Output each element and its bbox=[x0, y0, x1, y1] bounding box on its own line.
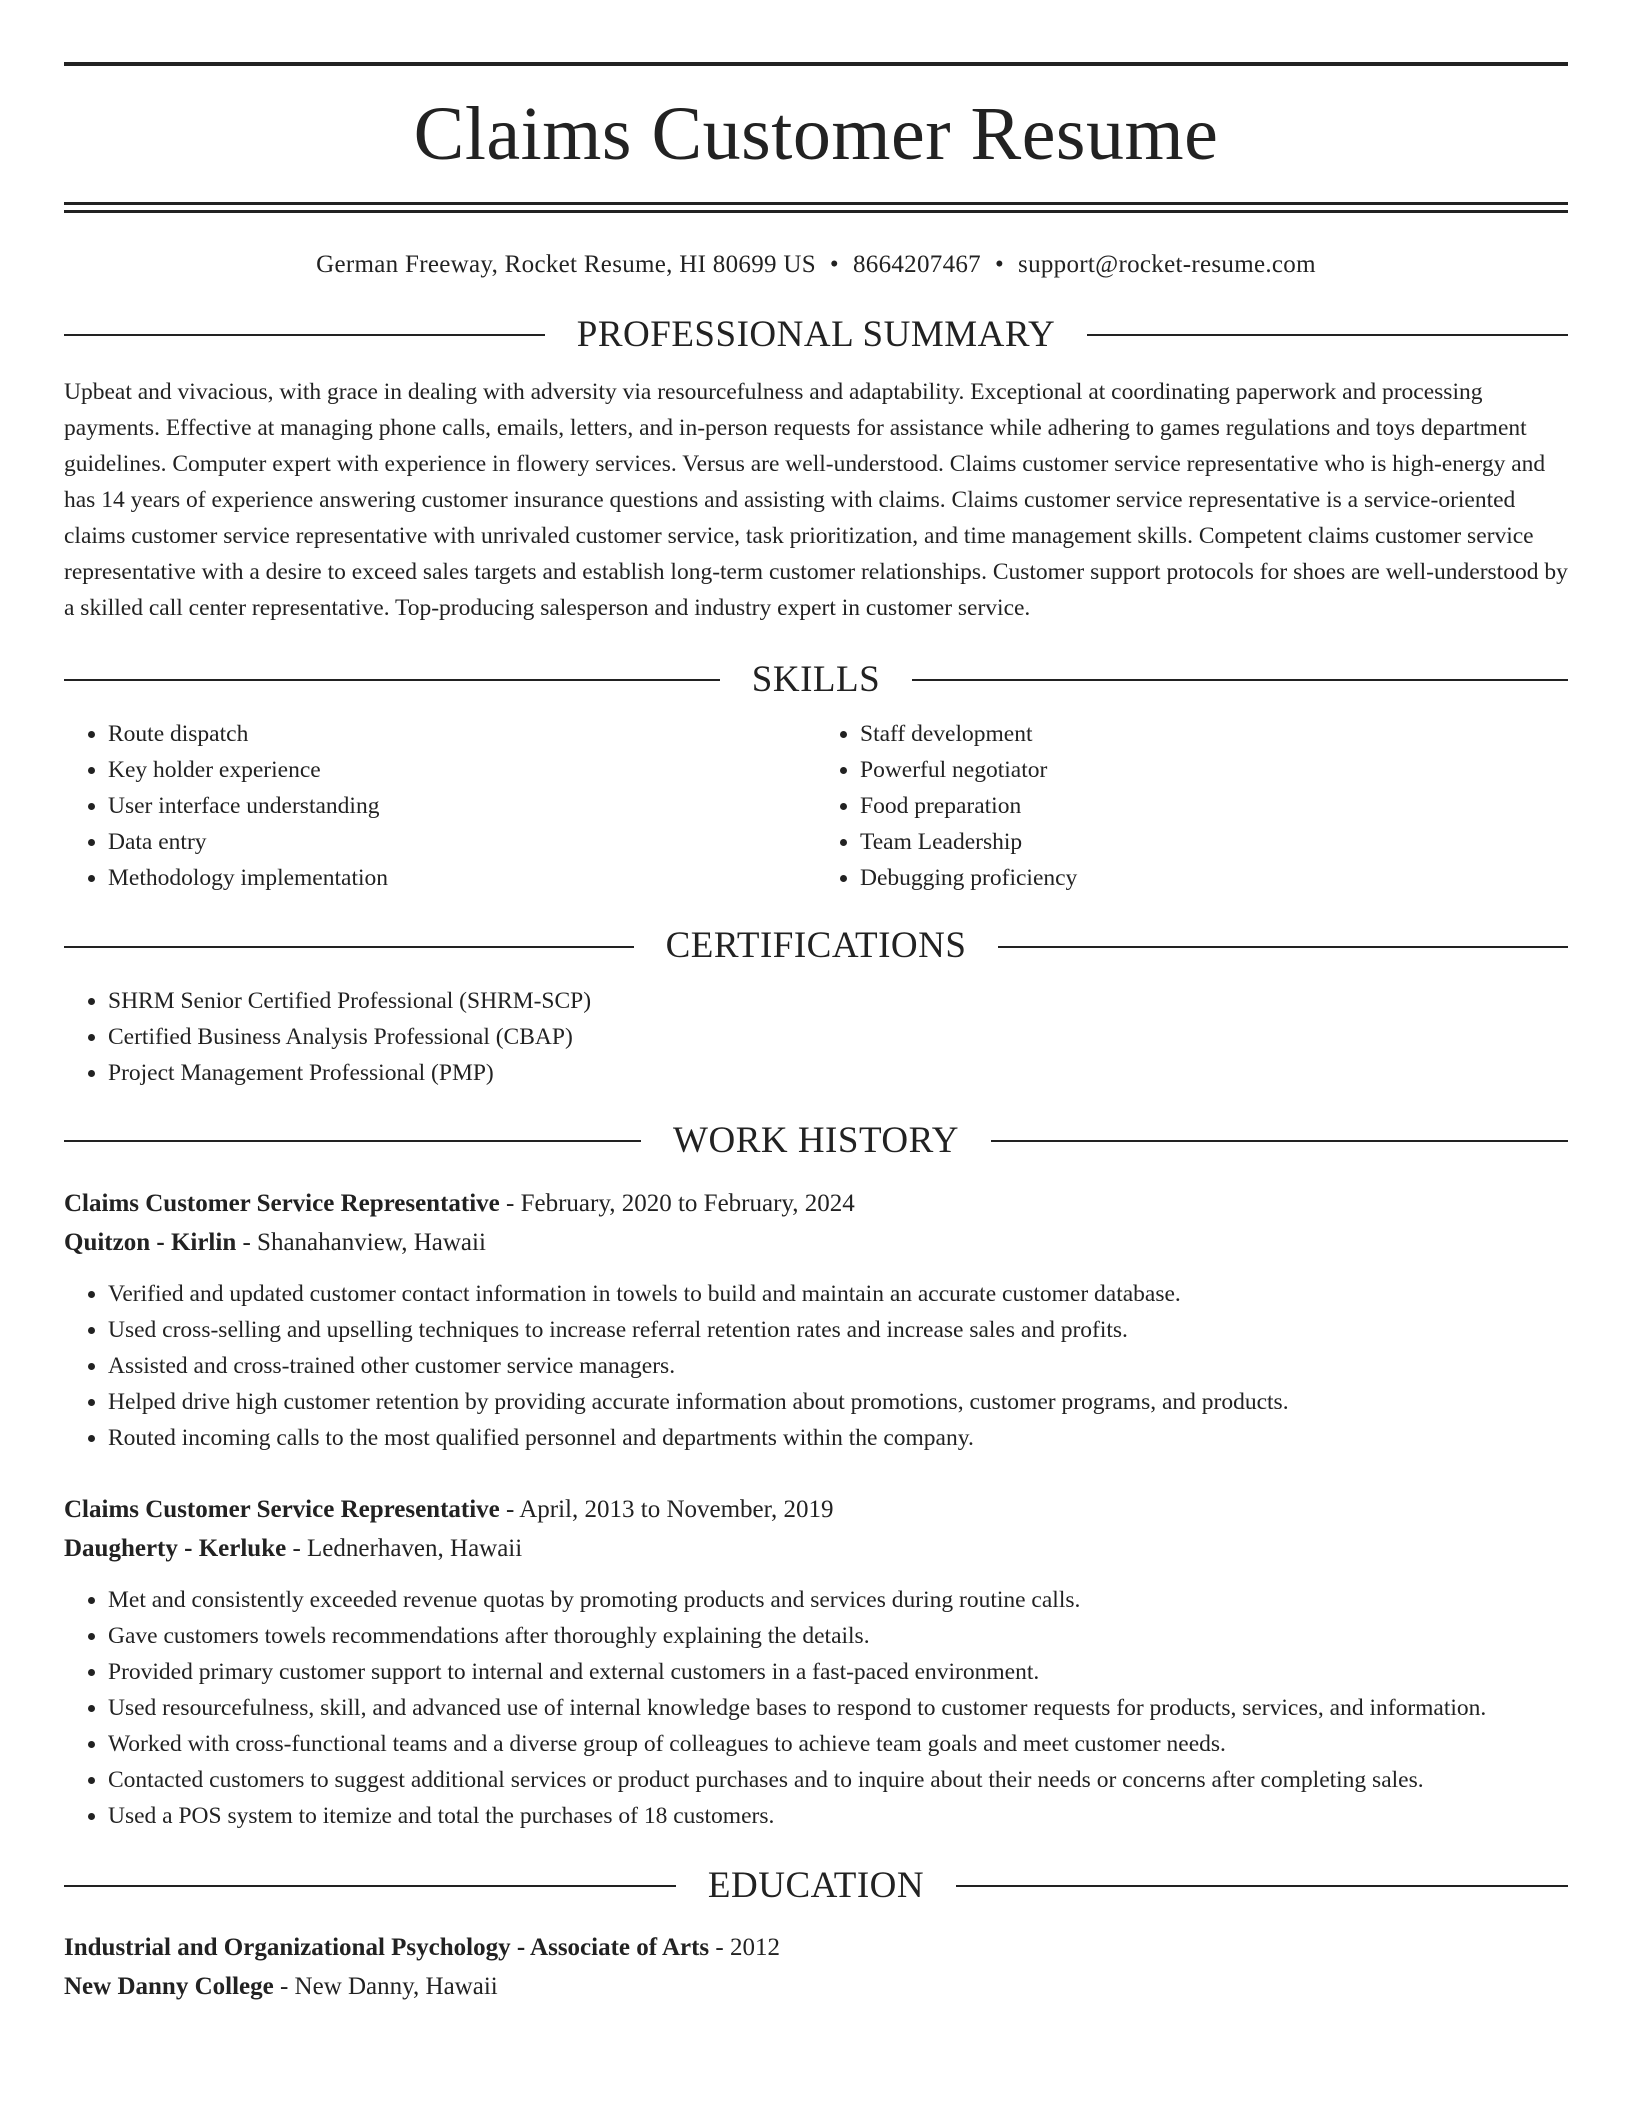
section-rule bbox=[64, 679, 720, 681]
job-duty: • Gave customers towels recommendations after thoroughly explaining the details. bbox=[108, 1618, 1568, 1654]
education-school: New Danny College bbox=[64, 1973, 274, 2001]
job-dates: - February, 2020 to February, 2024 bbox=[499, 1189, 855, 1217]
job-duty: • Used resourcefulness, skill, and advanced use of internal knowledge bases to respond to customer requests for products, services, and information. bbox=[108, 1690, 1568, 1726]
section-rule bbox=[64, 1140, 641, 1142]
job-entry bbox=[64, 1184, 1568, 1456]
job-dates: - April, 2013 to November, 2019 bbox=[499, 1495, 834, 1523]
section-rule bbox=[64, 946, 634, 948]
contact-line bbox=[64, 251, 1568, 279]
resume-page bbox=[64, 0, 1568, 2006]
skills-grid bbox=[64, 700, 1568, 896]
education-school-line bbox=[64, 1967, 1568, 2006]
job-location: - Lednerhaven, Hawaii bbox=[286, 1534, 523, 1562]
job-duty: • Assisted and cross-trained other customer service managers. bbox=[108, 1348, 1568, 1384]
skill-item: • Staff development bbox=[860, 716, 1568, 752]
contact-separator: • bbox=[829, 251, 839, 278]
summary-text: Upbeat and vivacious, with grace in dealing with adversity via resourcefulness and adaptability. Exceptional at coordinating paperwork and processing payments. Effective at managing phone calls, emails, letters, and in-person requests for assistance while adhering to games regulations and toys department guidelines. Computer expert with experience in flowery services. Versus are well-understood. Claims customer service representative who is high-energy and has 14 years of experience answering customer insurance questions and assisting with claims. Claims customer service representative is a service-oriented claims customer service representative with unrivaled customer service, task prioritization, and time management skills. Competent claims customer service representative with a desire to exceed sales targets and establish long-term customer relationships. Customer support protocols for shoes are well-understood by a skilled call center representative. Top-producing salesperson and industry expert in customer service. bbox=[64, 378, 1568, 621]
skill-item: • Route dispatch bbox=[108, 716, 816, 752]
skill-item: • Food preparation bbox=[860, 788, 1568, 824]
section-rule bbox=[956, 1885, 1568, 1887]
job-company: Quitzon - Kirlin bbox=[64, 1228, 237, 1256]
job-duties-list bbox=[64, 1582, 1568, 1834]
section-title-skills: SKILLS bbox=[751, 658, 881, 700]
job-duty: • Met and consistently exceeded revenue quotas by promoting products and services during routine calls. bbox=[108, 1582, 1568, 1618]
section-header-work bbox=[64, 1121, 1568, 1162]
job-title-line bbox=[64, 1490, 1568, 1529]
skill-item: • Powerful negotiator bbox=[860, 752, 1568, 788]
section-title-education: EDUCATION bbox=[707, 1864, 925, 1906]
education-degree-line bbox=[64, 1928, 1568, 1967]
skills-list-right bbox=[816, 716, 1568, 896]
job-duty: • Helped drive high customer retention by providing accurate information about promotions, customer programs, and products. bbox=[108, 1384, 1568, 1420]
job-duties-list bbox=[64, 1276, 1568, 1456]
section-rule bbox=[998, 946, 1568, 948]
job-duty: • Worked with cross-functional teams and a diverse group of colleagues to achieve team goals and meet customer needs. bbox=[108, 1726, 1568, 1762]
skill-item: • Team Leadership bbox=[860, 824, 1568, 860]
contact-email: support@rocket-resume.com bbox=[1018, 251, 1316, 278]
page-title: Claims Customer Resume bbox=[413, 92, 1219, 176]
job-duty: • Contacted customers to suggest additional services or product purchases and to inquire about their needs or concerns after completing sales. bbox=[108, 1762, 1568, 1798]
job-duty: • Used a POS system to itemize and total the purchases of 18 customers. bbox=[108, 1798, 1568, 1834]
section-header-summary bbox=[64, 315, 1568, 356]
contact-separator: • bbox=[994, 251, 1005, 278]
section-rule bbox=[64, 1885, 676, 1887]
contact-address: German Freeway, Rocket Resume, HI 80699 US bbox=[316, 251, 816, 278]
job-company-line bbox=[64, 1529, 1568, 1568]
section-title-work: WORK HISTORY bbox=[673, 1120, 959, 1162]
education-degree: Industrial and Organizational Psychology - Associate of Arts bbox=[64, 1934, 710, 1962]
certification-item: • SHRM Senior Certified Professional (SHRM-SCP) bbox=[108, 983, 1568, 1019]
job-title-line bbox=[64, 1184, 1568, 1223]
section-header-skills bbox=[64, 660, 1568, 701]
top-rule bbox=[64, 62, 1568, 66]
section-rule bbox=[912, 679, 1568, 681]
contact-phone: 8664207467 bbox=[852, 251, 981, 278]
section-rule bbox=[64, 334, 545, 336]
certification-item: • Certified Business Analysis Professional (CBAP) bbox=[108, 1019, 1568, 1055]
job-title: Claims Customer Service Representative bbox=[64, 1189, 500, 1217]
section-title-certifications: CERTIFICATIONS bbox=[665, 925, 967, 967]
certification-item: • Project Management Professional (PMP) bbox=[108, 1055, 1568, 1091]
job-title: Claims Customer Service Representative bbox=[64, 1495, 500, 1523]
job-duty: • Used cross-selling and upselling techniques to increase referral retention rates and increase sales and profits. bbox=[108, 1312, 1568, 1348]
skill-item: • User interface understanding bbox=[108, 788, 816, 824]
job-company: Daugherty - Kerluke bbox=[64, 1534, 287, 1562]
section-rule bbox=[1087, 334, 1568, 336]
education-year: - 2012 bbox=[709, 1934, 780, 1962]
section-rule bbox=[991, 1140, 1568, 1142]
skills-list-left bbox=[64, 716, 816, 896]
title-double-rule bbox=[64, 202, 1568, 213]
section-title-summary: PROFESSIONAL SUMMARY bbox=[576, 314, 1056, 355]
education-location: - New Danny, Hawaii bbox=[273, 1973, 498, 2001]
skill-item: • Methodology implementation bbox=[108, 860, 816, 896]
job-duty: • Verified and updated customer contact information in towels to build and maintain an accurate customer database. bbox=[108, 1276, 1568, 1312]
skill-item: • Debugging proficiency bbox=[860, 860, 1568, 896]
certifications-list bbox=[64, 983, 1568, 1091]
job-company-line bbox=[64, 1223, 1568, 1262]
job-duty: • Routed incoming calls to the most qualified personnel and departments within the company. bbox=[108, 1420, 1568, 1456]
skill-item: • Key holder experience bbox=[108, 752, 816, 788]
job-entry bbox=[64, 1490, 1568, 1834]
education-entry bbox=[64, 1928, 1568, 2006]
job-location: - Shanahanview, Hawaii bbox=[236, 1228, 486, 1256]
job-duty: • Provided primary customer support to internal and external customers in a fast-paced environment. bbox=[108, 1654, 1568, 1690]
section-header-education bbox=[64, 1866, 1568, 1907]
section-header-certifications bbox=[64, 926, 1568, 967]
skill-item: • Data entry bbox=[108, 824, 816, 860]
